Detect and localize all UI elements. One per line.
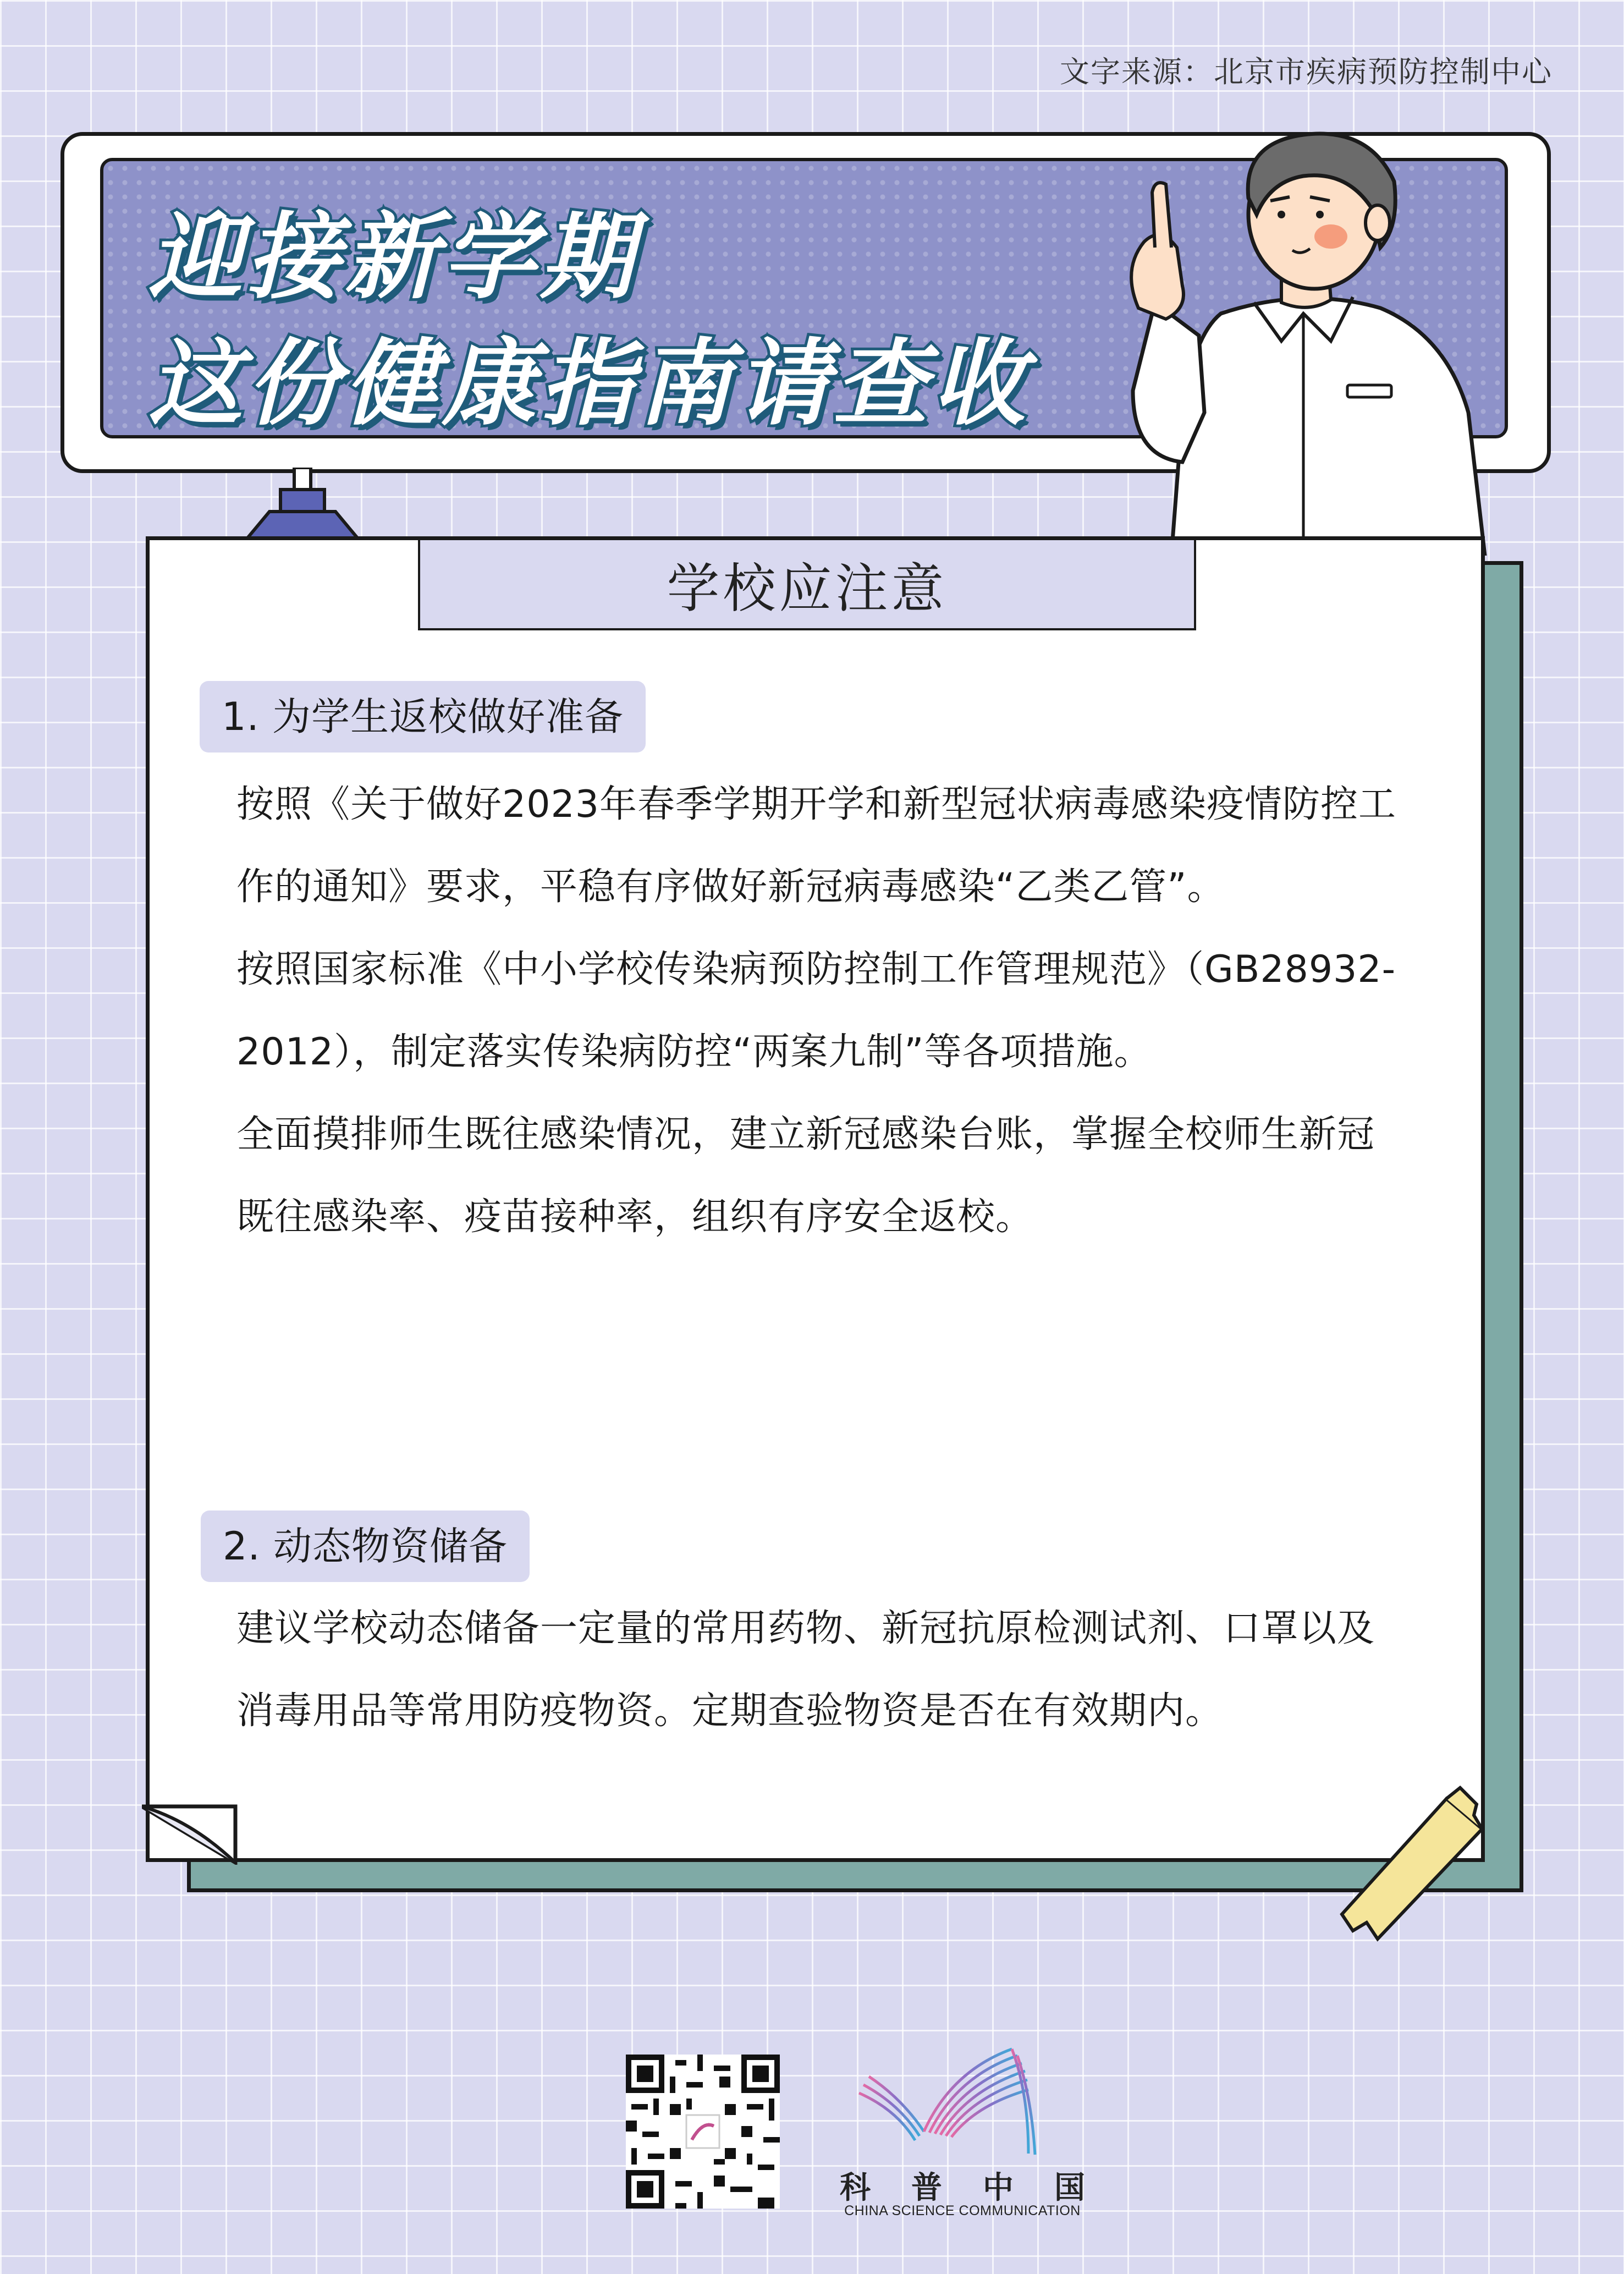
kepu-china-logo <box>819 2038 1105 2220</box>
item-2-paragraph: 建议学校动态储备一定量的常用药物、新冠抗原检测试剂、口罩以及消毒用品等常用防疫物资。定期查验物资是否在有效期内。 <box>236 1607 1375 1733</box>
item-1-paragraph: 全面摸排师生既往感染情况，建立新冠感染台账，掌握全校师生新冠既往感染率、疫苗接种率，组织有序安全返校。 <box>236 1113 1375 1239</box>
logo-char: 中 <box>983 2170 1014 2206</box>
qr-code <box>626 2055 780 2209</box>
source-credit: 文字来源：北京市疾病预防控制中心 <box>1060 54 1553 89</box>
item-1-paragraph: 按照《关于做好2023年春季学期开学和新型冠状病毒感染疫情防控工作的通知》要求，平稳有序做好新冠病毒感染“乙类乙管”。 <box>236 783 1397 909</box>
tape-decoration <box>1320 1777 1496 1942</box>
banner-title-line-2: 这份健康指南请查收 <box>148 329 1030 438</box>
item-2-body <box>236 1588 1402 1753</box>
banner-stand <box>236 468 368 539</box>
item-1-body <box>236 764 1402 1259</box>
section-title: 学校应注意 <box>418 538 1196 630</box>
logo-char: 科 <box>840 2170 871 2206</box>
item-1-heading: 1. 为学生返校做好准备 <box>200 681 646 752</box>
logo-chinese-text <box>819 2163 1105 2207</box>
logo-english-text: CHINA SCIENCE COMMUNICATION <box>844 2203 1081 2218</box>
logo-mark-icon <box>819 2038 1105 2165</box>
logo-char: 普 <box>911 2170 942 2206</box>
item-1-paragraph: 按照国家标准《中小学校传染病预防控制工作管理规范》（GB28932-2012），制定落实传染病防控“两案九制”等各项措施。 <box>236 948 1396 1074</box>
doctor-illustration <box>1072 105 1529 556</box>
paper-curl-corner <box>142 1804 241 1865</box>
item-2-heading: 2. 动态物资储备 <box>201 1510 530 1582</box>
logo-char: 国 <box>1054 2170 1085 2206</box>
banner-title-line-1: 迎接新学期 <box>148 203 638 312</box>
